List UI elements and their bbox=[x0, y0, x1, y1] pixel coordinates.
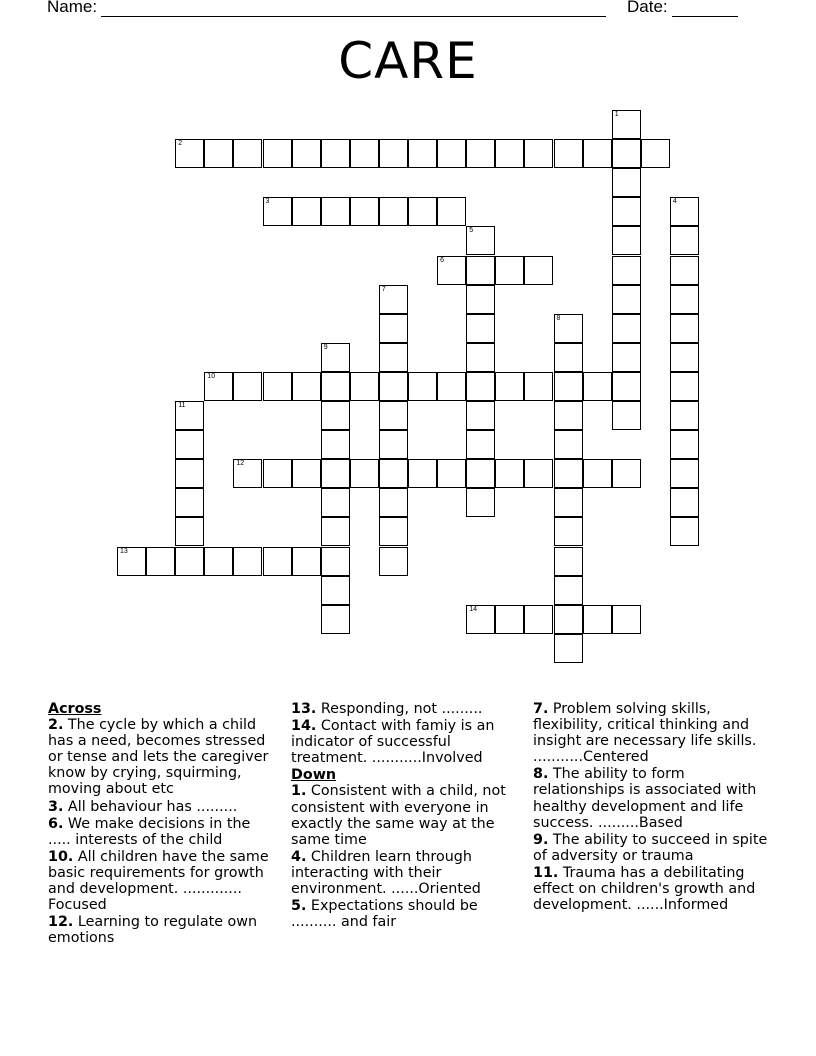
grid-cell[interactable] bbox=[379, 547, 408, 576]
grid-cell[interactable] bbox=[466, 401, 495, 430]
grid-cell[interactable] bbox=[379, 459, 408, 488]
clue-number-label: 10. bbox=[48, 848, 74, 865]
grid-cell[interactable] bbox=[379, 488, 408, 517]
page-title: CARE bbox=[338, 32, 478, 90]
grid-cell[interactable] bbox=[554, 605, 583, 634]
clue-number: 10 bbox=[207, 372, 216, 380]
grid-cell[interactable] bbox=[670, 372, 699, 401]
grid-cell[interactable] bbox=[670, 285, 699, 314]
grid-cell[interactable] bbox=[437, 459, 466, 488]
grid-cell[interactable] bbox=[612, 168, 641, 197]
clue-item bbox=[48, 799, 276, 815]
grid-cell[interactable] bbox=[612, 256, 641, 285]
grid-cell[interactable] bbox=[379, 139, 408, 168]
grid-cell[interactable] bbox=[495, 256, 524, 285]
grid-cell[interactable] bbox=[321, 401, 350, 430]
clue-number-label: 9. bbox=[533, 831, 549, 848]
grid-cell[interactable] bbox=[524, 256, 553, 285]
clue-column-2 bbox=[291, 701, 523, 931]
grid-cell[interactable] bbox=[554, 576, 583, 605]
grid-cell[interactable] bbox=[379, 517, 408, 546]
grid-cell[interactable] bbox=[641, 139, 670, 168]
grid-cell[interactable] bbox=[379, 372, 408, 401]
grid-cell[interactable] bbox=[408, 459, 437, 488]
grid-cell[interactable] bbox=[612, 459, 641, 488]
clue-text: The ability to succeed in spite of adversity or trauma bbox=[533, 831, 768, 864]
clue-number: 13 bbox=[120, 547, 128, 555]
grid-cell[interactable] bbox=[466, 430, 495, 459]
clue-item bbox=[291, 783, 523, 847]
grid-cell[interactable] bbox=[554, 517, 583, 546]
grid-cell[interactable] bbox=[612, 372, 641, 401]
across-heading: Across bbox=[48, 701, 102, 717]
grid-cell[interactable] bbox=[554, 343, 583, 372]
grid-cell[interactable] bbox=[583, 139, 612, 168]
grid-cell[interactable] bbox=[408, 139, 437, 168]
grid-cell[interactable] bbox=[670, 430, 699, 459]
grid-cell[interactable] bbox=[321, 605, 350, 634]
grid-cell[interactable] bbox=[204, 372, 233, 401]
clue-number: 7 bbox=[381, 285, 386, 293]
grid-cell[interactable] bbox=[263, 197, 292, 226]
grid-cell[interactable] bbox=[292, 139, 321, 168]
grid-cell[interactable] bbox=[466, 226, 495, 255]
grid-cell[interactable] bbox=[233, 547, 262, 576]
grid-cell[interactable] bbox=[437, 197, 466, 226]
grid-cell[interactable] bbox=[495, 605, 524, 634]
grid-cell[interactable] bbox=[612, 197, 641, 226]
grid-cell[interactable] bbox=[292, 459, 321, 488]
grid-cell[interactable] bbox=[379, 314, 408, 343]
clue-item bbox=[48, 914, 276, 946]
clue-number-label: 11. bbox=[533, 864, 559, 881]
grid-cell[interactable] bbox=[554, 547, 583, 576]
clue-text: The ability to form relationships is associated with healthy development and life success. .........Based bbox=[533, 766, 757, 831]
grid-cell[interactable] bbox=[554, 372, 583, 401]
grid-cell[interactable] bbox=[437, 256, 466, 285]
clue-item bbox=[48, 849, 276, 913]
grid-cell[interactable] bbox=[670, 314, 699, 343]
grid-cell[interactable] bbox=[670, 226, 699, 255]
clue-number-label: 6. bbox=[48, 815, 64, 832]
grid-cell[interactable] bbox=[204, 139, 233, 168]
grid-cell[interactable] bbox=[175, 430, 204, 459]
clue-number-label: 12. bbox=[48, 914, 74, 931]
grid-cell[interactable] bbox=[466, 314, 495, 343]
grid-cell[interactable] bbox=[554, 139, 583, 168]
clue-number-label: 14. bbox=[291, 718, 317, 735]
clue-item bbox=[48, 717, 276, 797]
grid-cell[interactable] bbox=[175, 459, 204, 488]
clue-number-label: 13. bbox=[291, 701, 317, 717]
grid-cell[interactable] bbox=[670, 256, 699, 285]
grid-cell[interactable] bbox=[554, 634, 583, 663]
clue-number: 2 bbox=[178, 140, 183, 148]
clue-text: Contact with famiy is an indicator of successful treatment. ...........Involved bbox=[291, 718, 495, 767]
grid-cell[interactable] bbox=[670, 343, 699, 372]
clue-number-label: 7. bbox=[533, 701, 549, 717]
grid-cell[interactable] bbox=[204, 547, 233, 576]
clue-text: Consistent with a child, not consistent with everyone in exactly the same way at the same time bbox=[291, 783, 506, 848]
grid-cell[interactable] bbox=[321, 517, 350, 546]
grid-cell[interactable] bbox=[583, 372, 612, 401]
grid-cell[interactable] bbox=[233, 459, 262, 488]
clue-item bbox=[533, 865, 769, 913]
grid-cell[interactable] bbox=[612, 139, 641, 168]
clue-item bbox=[533, 766, 769, 830]
grid-cell[interactable] bbox=[321, 547, 350, 576]
clue-column-3 bbox=[533, 701, 769, 914]
grid-cell[interactable] bbox=[292, 547, 321, 576]
clue-item bbox=[533, 701, 769, 765]
clue-number: 8 bbox=[556, 314, 561, 322]
grid-cell[interactable] bbox=[321, 576, 350, 605]
grid-cell[interactable] bbox=[554, 488, 583, 517]
grid-cell[interactable] bbox=[583, 459, 612, 488]
clue-number-label: 4. bbox=[291, 848, 307, 865]
grid-cell[interactable] bbox=[524, 605, 553, 634]
grid-cell[interactable] bbox=[321, 459, 350, 488]
grid-cell[interactable] bbox=[524, 372, 553, 401]
grid-cell[interactable] bbox=[612, 110, 641, 139]
grid-cell[interactable] bbox=[175, 401, 204, 430]
grid-cell[interactable] bbox=[379, 430, 408, 459]
clue-text: Responding, not ......... bbox=[316, 701, 483, 717]
clue-number-label: 2. bbox=[48, 717, 64, 734]
grid-cell[interactable] bbox=[146, 547, 175, 576]
grid-cell[interactable] bbox=[612, 401, 641, 430]
grid-cell[interactable] bbox=[350, 372, 379, 401]
clue-text: All children have the same basic requirements for growth and development. ............. Focused bbox=[48, 848, 269, 914]
clue-number: 4 bbox=[672, 198, 677, 206]
grid-cell[interactable] bbox=[321, 430, 350, 459]
grid-cell[interactable] bbox=[321, 488, 350, 517]
grid-cell[interactable] bbox=[292, 197, 321, 226]
clue-text: We make decisions in the ..... interests of the child bbox=[48, 815, 251, 848]
grid-cell[interactable] bbox=[670, 517, 699, 546]
grid-cell[interactable] bbox=[321, 372, 350, 401]
name-label: Name: bbox=[47, 0, 98, 16]
grid-cell[interactable] bbox=[321, 139, 350, 168]
grid-cell[interactable] bbox=[379, 401, 408, 430]
grid-cell[interactable] bbox=[263, 459, 292, 488]
clue-text: The cycle by which a child has a need, becomes stressed or tense and lets the caregiver know by crying, squirming, moving about etc bbox=[48, 717, 269, 798]
clue-text: Learning to regulate own emotions bbox=[48, 914, 258, 947]
grid-cell[interactable] bbox=[466, 343, 495, 372]
grid-cell[interactable] bbox=[350, 139, 379, 168]
clue-text: Expectations should be .......... and fair bbox=[291, 898, 478, 931]
grid-cell[interactable] bbox=[612, 285, 641, 314]
clue-number: 5 bbox=[469, 227, 474, 235]
clue-text: Problem solving skills, flexibility, critical thinking and insight are necessary life skills. ...........Centered bbox=[533, 701, 757, 766]
clue-item bbox=[533, 832, 769, 864]
clue-item bbox=[291, 701, 523, 717]
grid-cell[interactable] bbox=[466, 285, 495, 314]
grid-cell[interactable] bbox=[350, 459, 379, 488]
down-heading: Down bbox=[291, 767, 337, 784]
clue-number: 3 bbox=[265, 198, 270, 206]
grid-cell[interactable] bbox=[408, 197, 437, 226]
clue-text: Trauma has a debilitating effect on children's growth and development. ......Informed bbox=[533, 864, 756, 914]
grid-cell[interactable] bbox=[554, 401, 583, 430]
clue-number: 12 bbox=[236, 460, 245, 468]
grid-cell[interactable] bbox=[466, 256, 495, 285]
grid-cell[interactable] bbox=[437, 372, 466, 401]
clue-number: 11 bbox=[178, 402, 186, 409]
grid-cell[interactable] bbox=[466, 139, 495, 168]
date-label: Date: bbox=[627, 0, 668, 16]
grid-cell[interactable] bbox=[321, 343, 350, 372]
clue-number: 1 bbox=[614, 111, 619, 118]
grid-cell[interactable] bbox=[263, 372, 292, 401]
grid-cell[interactable] bbox=[670, 401, 699, 430]
grid-cell[interactable] bbox=[175, 488, 204, 517]
grid-cell[interactable] bbox=[554, 314, 583, 343]
grid-cell[interactable] bbox=[583, 605, 612, 634]
grid-cell[interactable] bbox=[495, 459, 524, 488]
clue-text: All behaviour has ......... bbox=[63, 798, 238, 815]
grid-cell[interactable] bbox=[175, 547, 204, 576]
grid-cell[interactable] bbox=[263, 547, 292, 576]
clue-number-label: 8. bbox=[533, 766, 549, 783]
grid-cell[interactable] bbox=[554, 430, 583, 459]
grid-cell[interactable] bbox=[466, 605, 495, 634]
grid-cell[interactable] bbox=[292, 372, 321, 401]
grid-cell[interactable] bbox=[379, 343, 408, 372]
grid-cell[interactable] bbox=[175, 517, 204, 546]
clue-column-1 bbox=[48, 701, 276, 947]
clue-number-label: 3. bbox=[48, 798, 64, 815]
clue-text: Children learn through interacting with their environment. ......Oriented bbox=[291, 848, 481, 898]
grid-cell[interactable] bbox=[466, 372, 495, 401]
grid-cell[interactable] bbox=[321, 197, 350, 226]
grid-cell[interactable] bbox=[612, 343, 641, 372]
grid-cell[interactable] bbox=[379, 285, 408, 314]
grid-cell[interactable] bbox=[495, 139, 524, 168]
clue-number: 14 bbox=[469, 605, 477, 613]
clue-number: 6 bbox=[440, 256, 444, 264]
clue-number: 9 bbox=[323, 343, 328, 351]
clue-number-label: 5. bbox=[291, 898, 307, 915]
clue-item bbox=[291, 718, 523, 766]
grid-cell[interactable] bbox=[612, 605, 641, 634]
clue-number-label: 1. bbox=[291, 783, 307, 800]
grid-cell[interactable] bbox=[670, 488, 699, 517]
grid-cell[interactable] bbox=[437, 139, 466, 168]
grid-cell[interactable] bbox=[554, 459, 583, 488]
clue-item bbox=[291, 898, 523, 930]
grid-cell[interactable] bbox=[466, 459, 495, 488]
grid-cell[interactable] bbox=[175, 139, 204, 168]
grid-cell[interactable] bbox=[466, 488, 495, 517]
grid-cell[interactable] bbox=[263, 139, 292, 168]
grid-cell[interactable] bbox=[233, 372, 262, 401]
grid-cell[interactable] bbox=[408, 372, 437, 401]
grid-cell[interactable] bbox=[117, 547, 146, 576]
grid-cell[interactable] bbox=[670, 197, 699, 226]
grid-cell[interactable] bbox=[612, 314, 641, 343]
grid-cell[interactable] bbox=[612, 226, 641, 255]
clue-item bbox=[48, 816, 276, 848]
grid-cell[interactable] bbox=[350, 197, 379, 226]
grid-cell[interactable] bbox=[379, 197, 408, 226]
grid-cell[interactable] bbox=[495, 372, 524, 401]
grid-cell[interactable] bbox=[524, 139, 553, 168]
grid-cell[interactable] bbox=[233, 139, 262, 168]
clue-item bbox=[291, 849, 523, 897]
grid-cell[interactable] bbox=[524, 459, 553, 488]
grid-cell[interactable] bbox=[670, 459, 699, 488]
